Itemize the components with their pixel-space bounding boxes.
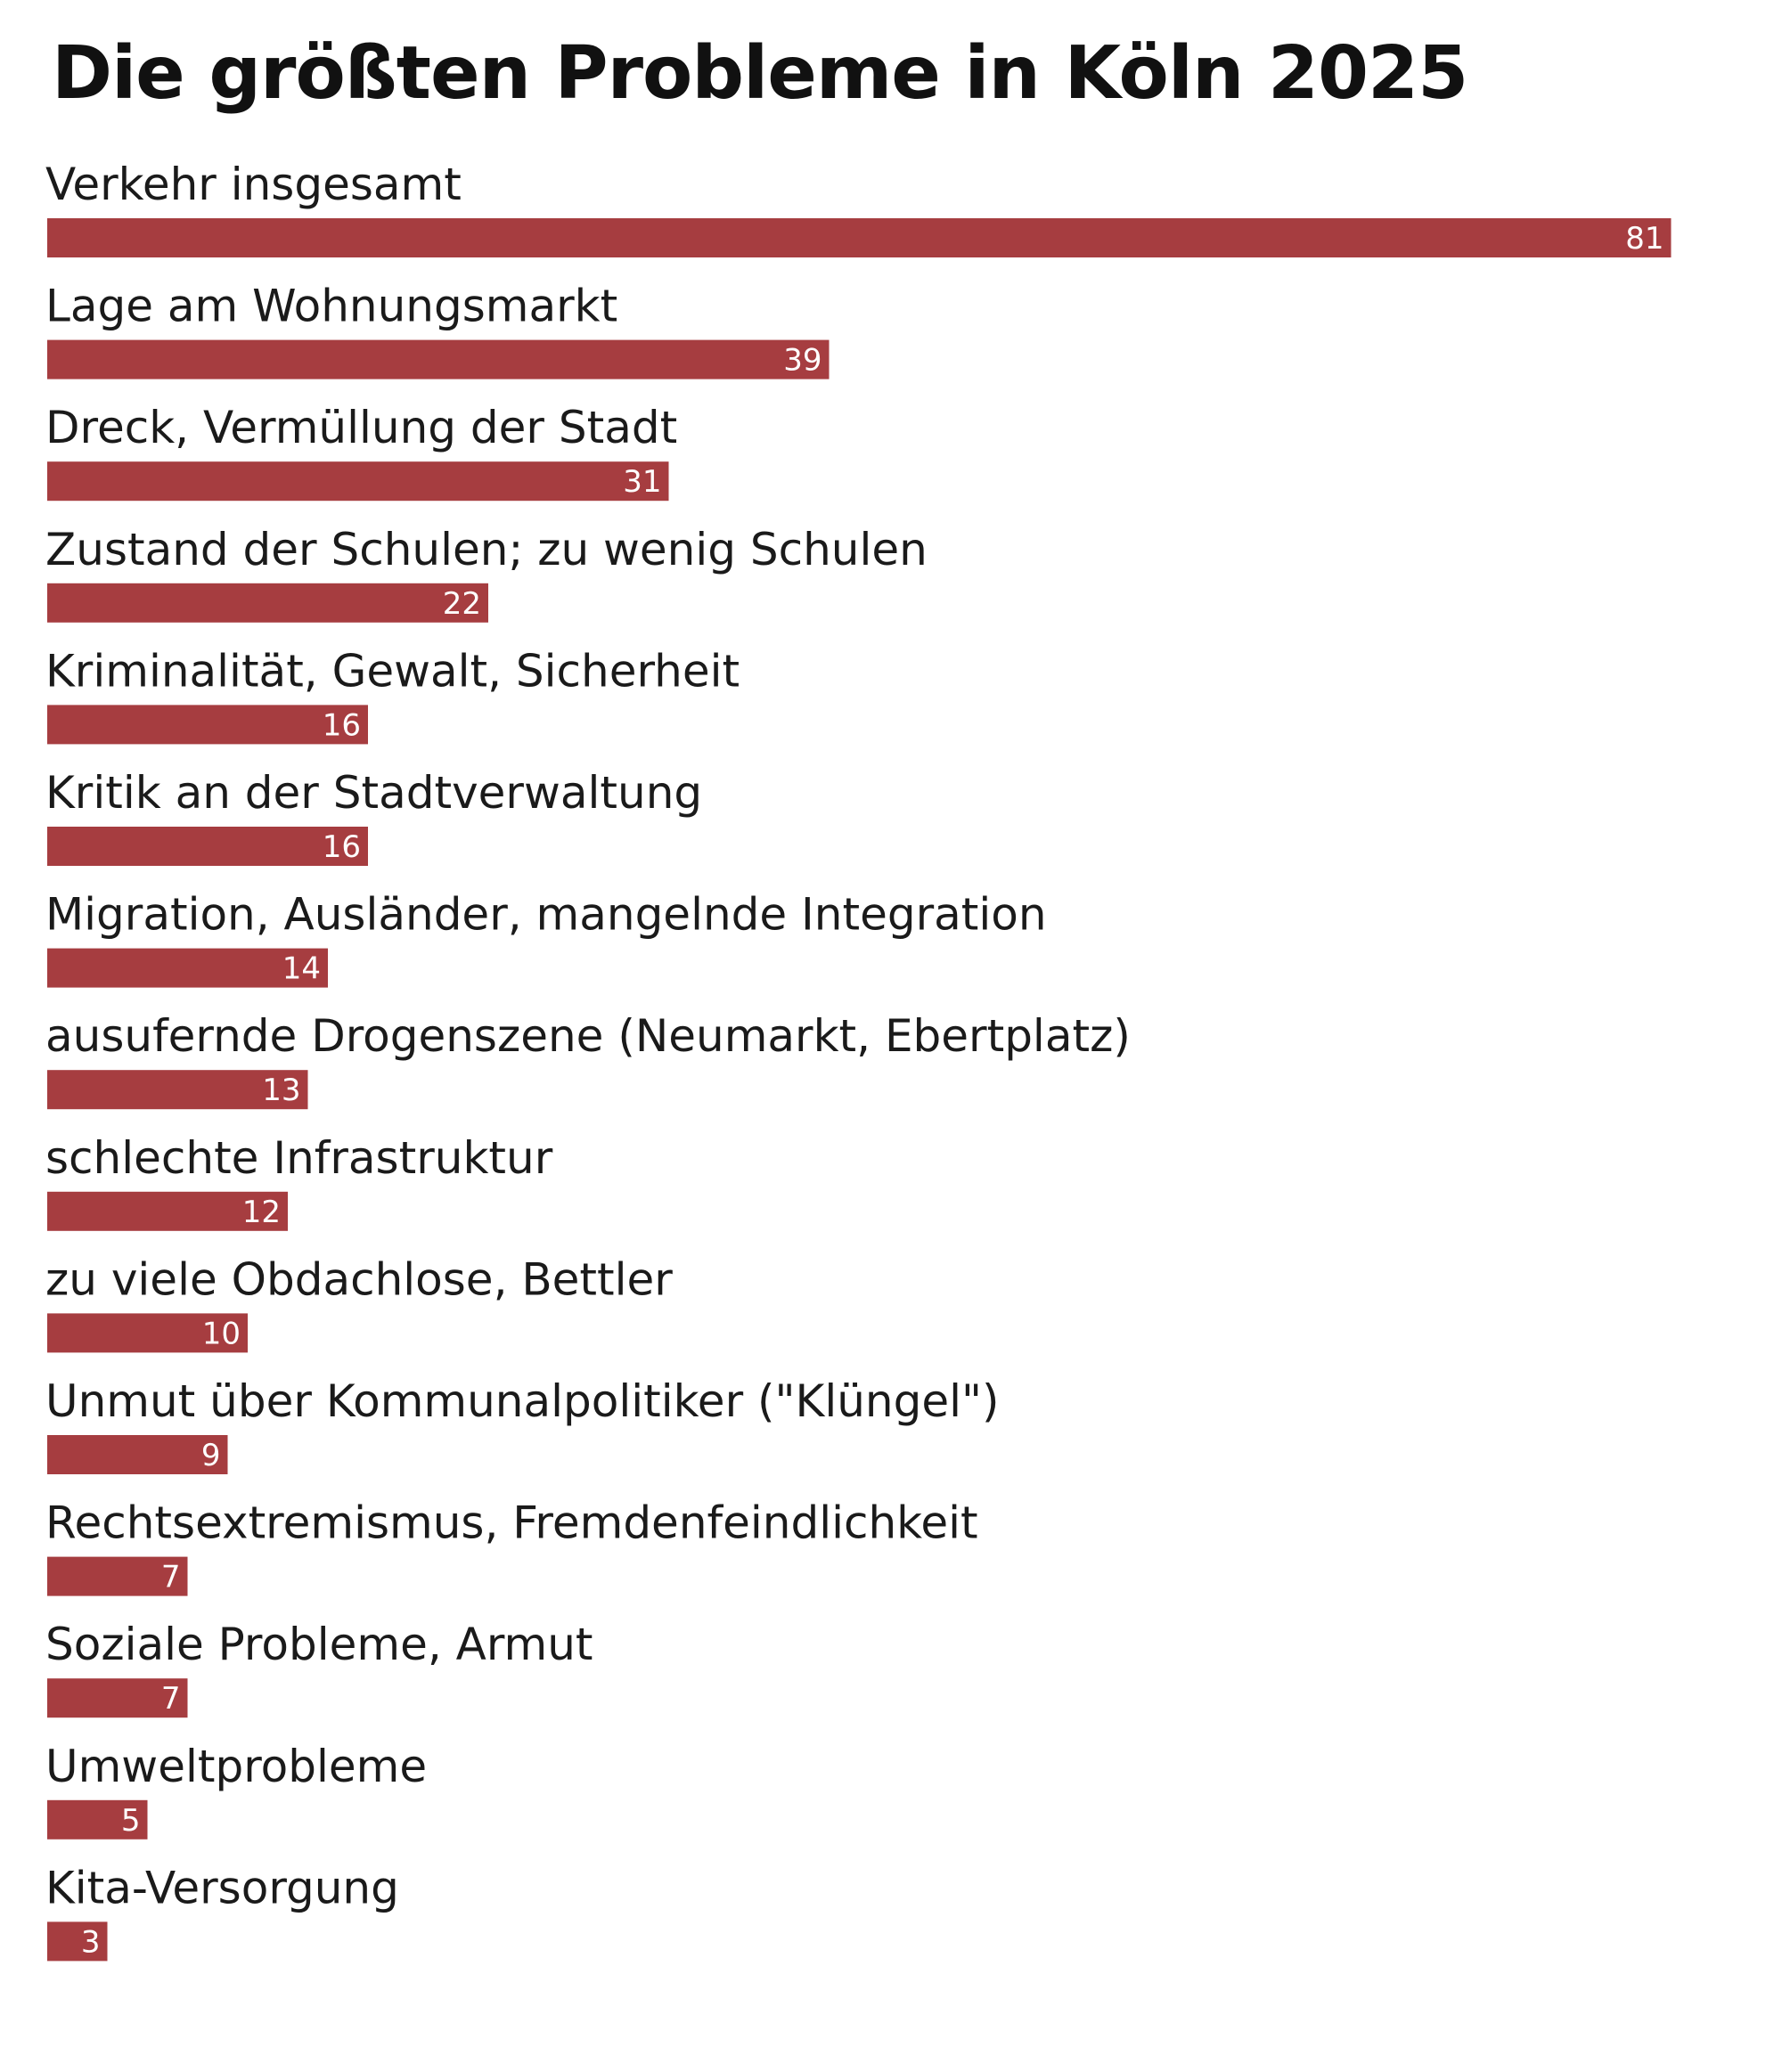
category-label: Verkehr insgesamt <box>45 159 462 210</box>
bar <box>47 827 368 866</box>
bar-row-kita-versorgung <box>45 1862 399 1961</box>
bar-row-umweltprobleme <box>45 1741 427 1840</box>
value-label: 9 <box>200 1438 221 1473</box>
category-label: Dreck, Vermüllung der Stadt <box>45 402 678 454</box>
value-label: 13 <box>262 1073 301 1109</box>
bar <box>47 705 368 744</box>
category-label: Kriminalität, Gewalt, Sicherheit <box>45 645 740 697</box>
value-label: 16 <box>322 829 361 865</box>
bar-row-migration-auslander-mangelnde-integration <box>45 889 1047 988</box>
bar-row-unmut-uber-kommunalpolitiker-klungel <box>45 1375 999 1474</box>
bar-row-zu-viele-obdachlose-bettler <box>45 1253 673 1352</box>
value-label: 3 <box>80 1924 101 1961</box>
bar-row-soziale-probleme-armut <box>45 1619 593 1717</box>
category-label: Umweltprobleme <box>45 1740 428 1792</box>
bar <box>47 583 488 623</box>
value-label: 7 <box>160 1681 181 1717</box>
category-label: schlechte Infrastruktur <box>45 1131 553 1184</box>
category-label: zu viele Obdachlose, Bettler <box>45 1253 673 1306</box>
category-label: Rechtsextremismus, Fremdenfeindlichkeit <box>45 1497 978 1549</box>
category-label: Unmut über Kommunalpolitiker ("Klüngel") <box>45 1375 1000 1427</box>
category-label: Kritik an der Stadtverwaltung <box>45 767 703 819</box>
bar-row-kritik-an-der-stadtverwaltung <box>45 767 702 866</box>
bar-row-zustand-der-schulen-zu-wenig-schulen <box>45 524 928 623</box>
bar-row-kriminalitat-gewalt-sicherheit <box>45 645 740 744</box>
bar-row-schlechte-infrastruktur <box>45 1132 553 1231</box>
value-label: 31 <box>623 464 662 501</box>
category-label: Zustand der Schulen; zu wenig Schulen <box>45 523 928 575</box>
category-label: Migration, Ausländer, mangelnde Integration <box>45 888 1047 941</box>
bar-row-dreck-vermullung-der-stadt <box>45 402 677 501</box>
value-label: 22 <box>442 585 481 622</box>
bar-row-rechtsextremismus-fremdenfeindlichkeit <box>45 1497 978 1596</box>
value-label: 39 <box>783 342 822 379</box>
value-label: 10 <box>201 1316 241 1352</box>
bar-row-verkehr-insgesamt <box>45 159 1672 257</box>
value-label: 12 <box>241 1194 281 1230</box>
value-label: 7 <box>160 1559 181 1595</box>
category-label: Kita-Versorgung <box>45 1862 399 1914</box>
bar <box>47 218 1672 257</box>
bar-row-ausufernde-drogenszene-neumarkt-ebertplatz <box>45 1010 1131 1109</box>
value-label: 5 <box>120 1802 141 1839</box>
category-label: Lage am Wohnungsmarkt <box>45 280 618 332</box>
chart-title: Die größten Probleme in Köln 2025 <box>52 31 1468 116</box>
category-label: Soziale Probleme, Armut <box>45 1619 593 1671</box>
category-label: ausufernde Drogenszene (Neumarkt, Ebertplatz) <box>45 1010 1131 1063</box>
value-label: 81 <box>1625 221 1664 257</box>
value-label: 16 <box>322 707 361 744</box>
bar <box>47 340 830 379</box>
value-label: 14 <box>282 950 321 987</box>
bar <box>47 461 669 501</box>
bar-row-lage-am-wohnungsmarkt <box>45 281 830 379</box>
